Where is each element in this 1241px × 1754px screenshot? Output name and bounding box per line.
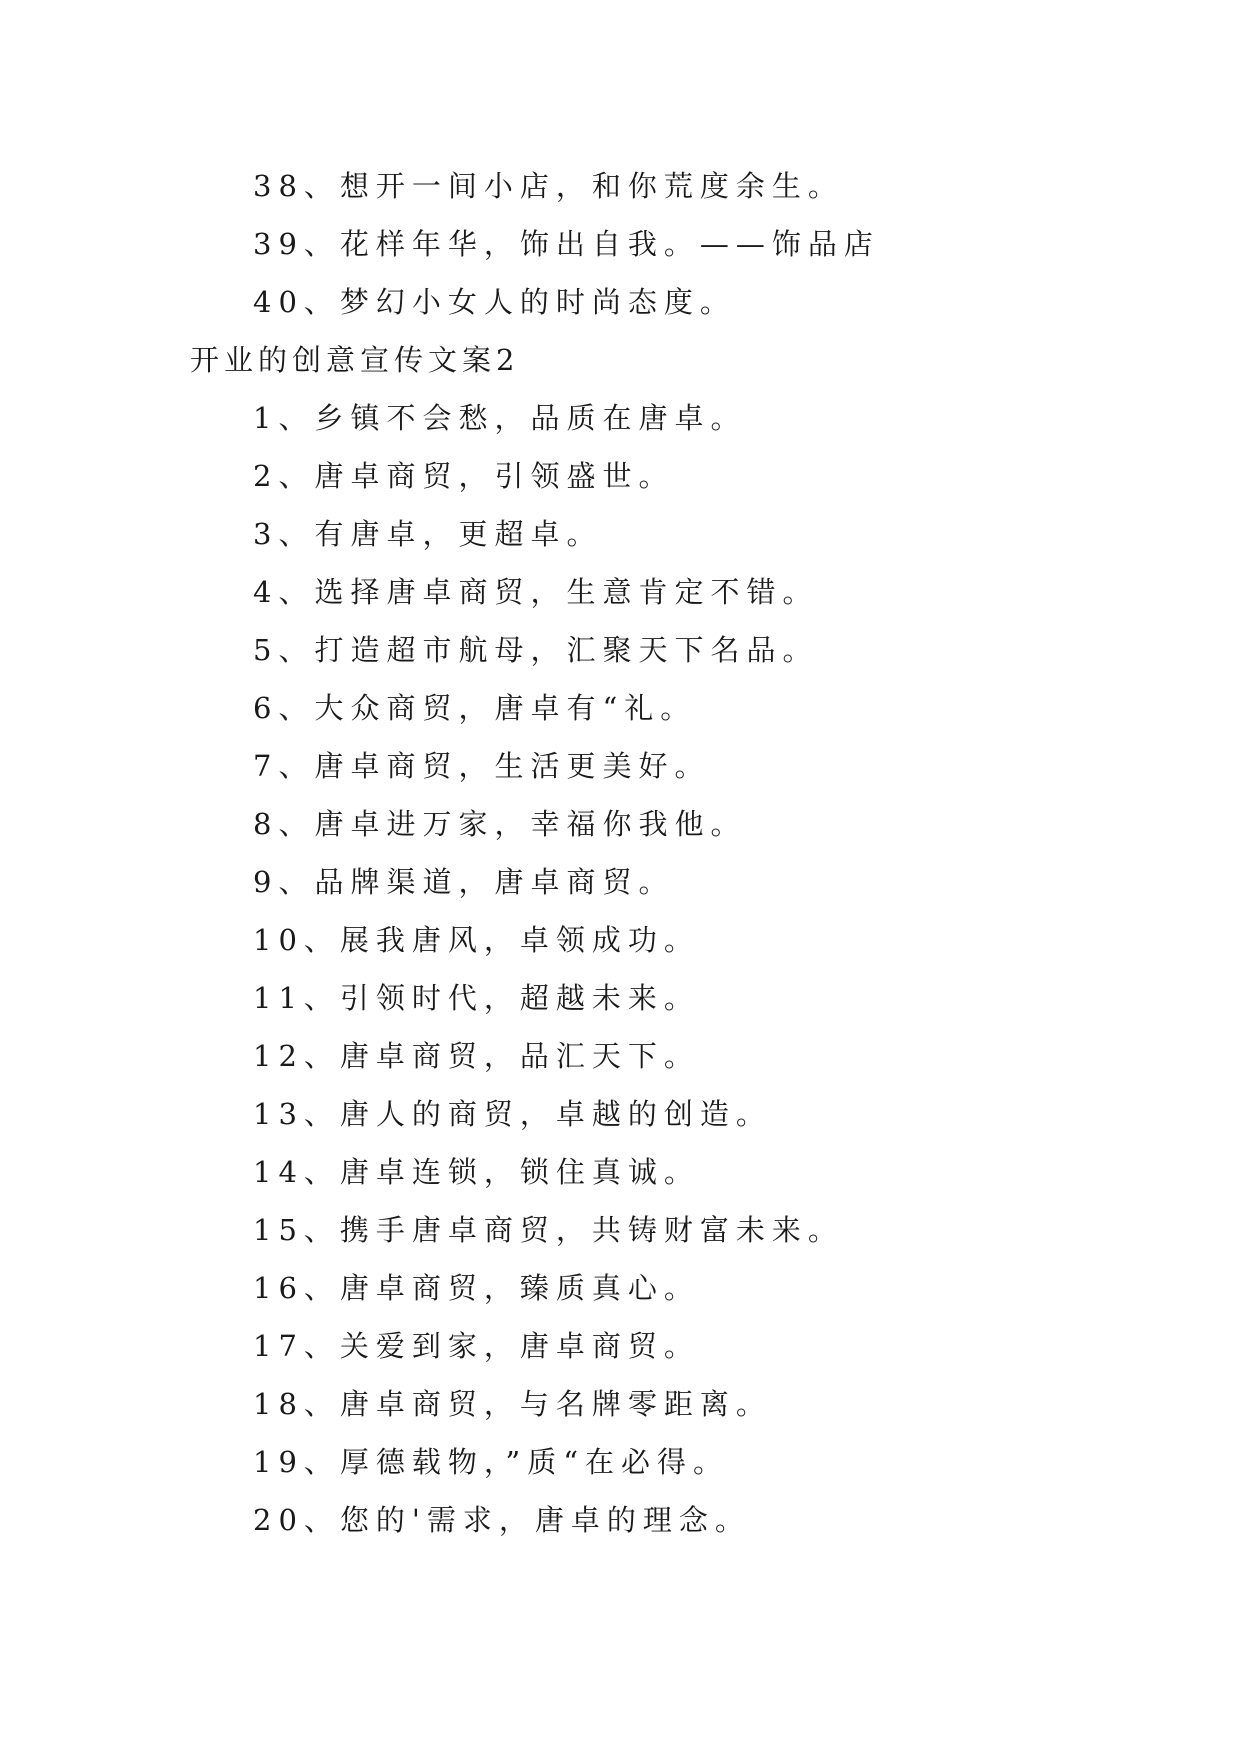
list-item: 16、唐卓商贸，臻质真心。 [253,1271,700,1305]
list-item: 2、唐卓商贸，引领盛世。 [253,459,675,493]
list-item: 40、梦幻小女人的时尚态度。 [253,285,736,319]
list-item: 19、厚德载物，”质“在必得。 [253,1445,730,1479]
list-item: 15、携手唐卓商贸，共铸财富未来。 [253,1213,844,1247]
list-item: 12、唐卓商贸，品汇天下。 [253,1039,700,1073]
list-item: 4、选择唐卓商贸，生意肯定不错。 [253,575,819,609]
list-item: 1、乡镇不会愁，品质在唐卓。 [253,401,747,435]
list-item: 6、大众商贸，唐卓有“礼。 [253,691,697,725]
list-item: 5、打造超市航母，汇聚天下名品。 [253,633,819,667]
list-item: 7、唐卓商贸，生活更美好。 [253,749,711,783]
list-item: 39、花样年华，饰出自我。——饰品店 [253,227,880,261]
list-item: 9、品牌渠道，唐卓商贸。 [253,865,675,899]
list-item: 20、您的'需求，唐卓的理念。 [253,1503,751,1537]
list-item: 11、引领时代，超越未来。 [253,981,700,1015]
list-item: 3、有唐卓，更超卓。 [253,517,603,551]
list-item: 18、唐卓商贸，与名牌零距离。 [253,1387,772,1421]
list-item: 8、唐卓进万家，幸福你我他。 [253,807,747,841]
list-item: 17、关爱到家，唐卓商贸。 [253,1329,700,1363]
list-item: 14、唐卓连锁，锁住真诚。 [253,1155,700,1189]
list-item: 10、展我唐风，卓领成功。 [253,923,700,957]
list-item: 38、想开一间小店，和你荒度余生。 [253,169,844,203]
section-heading: 开业的创意宣传文案2 [190,343,520,377]
list-item: 13、唐人的商贸，卓越的创造。 [253,1097,772,1131]
